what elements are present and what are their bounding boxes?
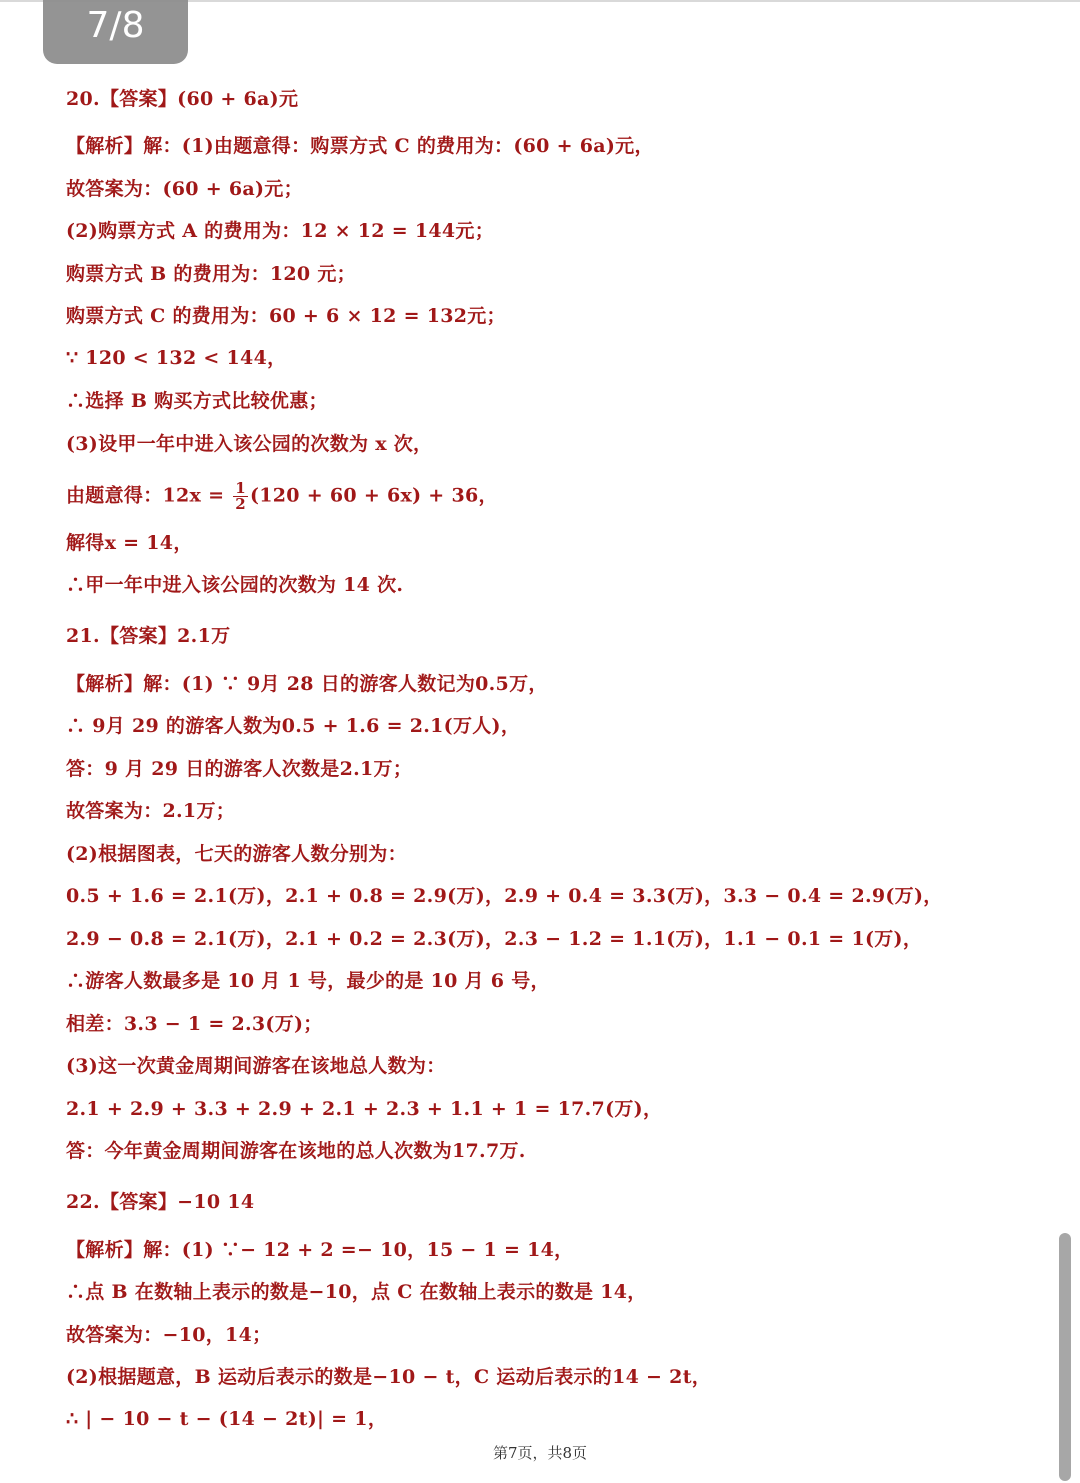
q21-analysis-line: 答：今年黄金周期间游客在该地的总人次数为17.7万.: [66, 1140, 526, 1162]
equation-rhs: (120 + 60 + 6x) + 36，: [249, 484, 498, 507]
q20-analysis-line: 购票方式 C 的费用为：60 + 6 × 12 = 132元；: [66, 305, 506, 327]
page-footer: 第7页，共8页: [492, 1444, 588, 1462]
fraction-one-half: [233, 481, 248, 512]
q22-analysis-line: ∴ | − 10 − t − (14 − 2t)| = 1，: [66, 1408, 388, 1430]
q20-analysis-line: ∴甲一年中进入该公园的次数为 14 次.: [66, 574, 404, 596]
q21-analysis-line: 0.5 + 1.6 = 2.1(万)，2.1 + 0.8 = 2.9(万)，2.9 + 0.4 = 3.3(万)，3.3 − 0.4 = 2.9(万)，: [66, 885, 943, 907]
q21-analysis-line: 答：9 月 29 日的游客人次数是2.1万；: [66, 758, 413, 780]
q21-analysis-line: 2.1 + 2.9 + 3.3 + 2.9 + 2.1 + 2.3 + 1.1 + 1 = 17.7(万)，: [66, 1098, 663, 1120]
q21-analysis-line: (2)根据图表，七天的游客人数分别为：: [66, 843, 407, 865]
q20-analysis-line: 购票方式 B 的费用为：120 元；: [66, 263, 356, 285]
q22-analysis-line: 【解析】解：(1) ∵− 12 + 2 =− 10，15 − 1 = 14，: [66, 1239, 574, 1261]
q20-analysis-line: 解得x = 14，: [66, 532, 193, 554]
page-indicator-badge: 7/8: [43, 0, 188, 64]
q20-analysis-line: (3)设甲一年中进入该公园的次数为 x 次，: [66, 433, 433, 455]
q20-analysis-line: 【解析】解：(1)由题意得：购票方式 C 的费用为：(60 + 6a)元，: [66, 135, 654, 157]
q22-analysis-line: 故答案为：−10，14；: [66, 1324, 272, 1346]
vertical-scrollbar[interactable]: [1059, 1233, 1071, 1481]
fraction-denominator: 2: [235, 495, 246, 513]
q20-analysis-line: (2)购票方式 A 的费用为：12 × 12 = 144元；: [66, 220, 495, 242]
q21-analysis-line: ∴ 9月 29 的游客人数为0.5 + 1.6 = 2.1(万人)，: [66, 715, 521, 737]
fraction-numerator: 1: [235, 479, 246, 497]
q22-answer: 22.【答案】−10 14: [66, 1191, 255, 1213]
q20-equation-line: [66, 481, 498, 512]
q21-analysis-line: 【解析】解：(1) ∵ 9月 28 日的游客人数记为0.5万，: [66, 673, 548, 695]
q21-answer: 21.【答案】2.1万: [66, 625, 231, 647]
q20-analysis-line: ∴选择 B 购买方式比较优惠；: [66, 390, 328, 412]
q20-analysis-line: ∵ 120 < 132 < 144，: [66, 347, 287, 369]
q21-analysis-line: (3)这一次黄金周期间游客在该地总人数为：: [66, 1055, 446, 1077]
q21-analysis-line: ∴游客人数最多是 10 月 1 号，最少的是 10 月 6 号，: [66, 970, 550, 992]
q22-analysis-line: ∴点 B 在数轴上表示的数是−10，点 C 在数轴上表示的数是 14，: [66, 1281, 647, 1303]
equation-lhs: 由题意得：12x =: [66, 484, 232, 507]
q22-analysis-line: (2)根据题意，B 运动后表示的数是−10 − t，C 运动后表示的14 − 2t，: [66, 1366, 712, 1388]
q20-answer: 20.【答案】(60 + 6a)元: [66, 88, 299, 110]
q21-analysis-line: 2.9 − 0.8 = 2.1(万)，2.1 + 0.2 = 2.3(万)，2.3 − 1.2 = 1.1(万)，1.1 − 0.1 = 1(万)，: [66, 928, 923, 950]
q21-analysis-line: 故答案为：2.1万；: [66, 800, 236, 822]
q20-analysis-line: 故答案为：(60 + 6a)元；: [66, 178, 303, 200]
q21-analysis-line: 相差：3.3 − 1 = 2.3(万)；: [66, 1013, 323, 1035]
